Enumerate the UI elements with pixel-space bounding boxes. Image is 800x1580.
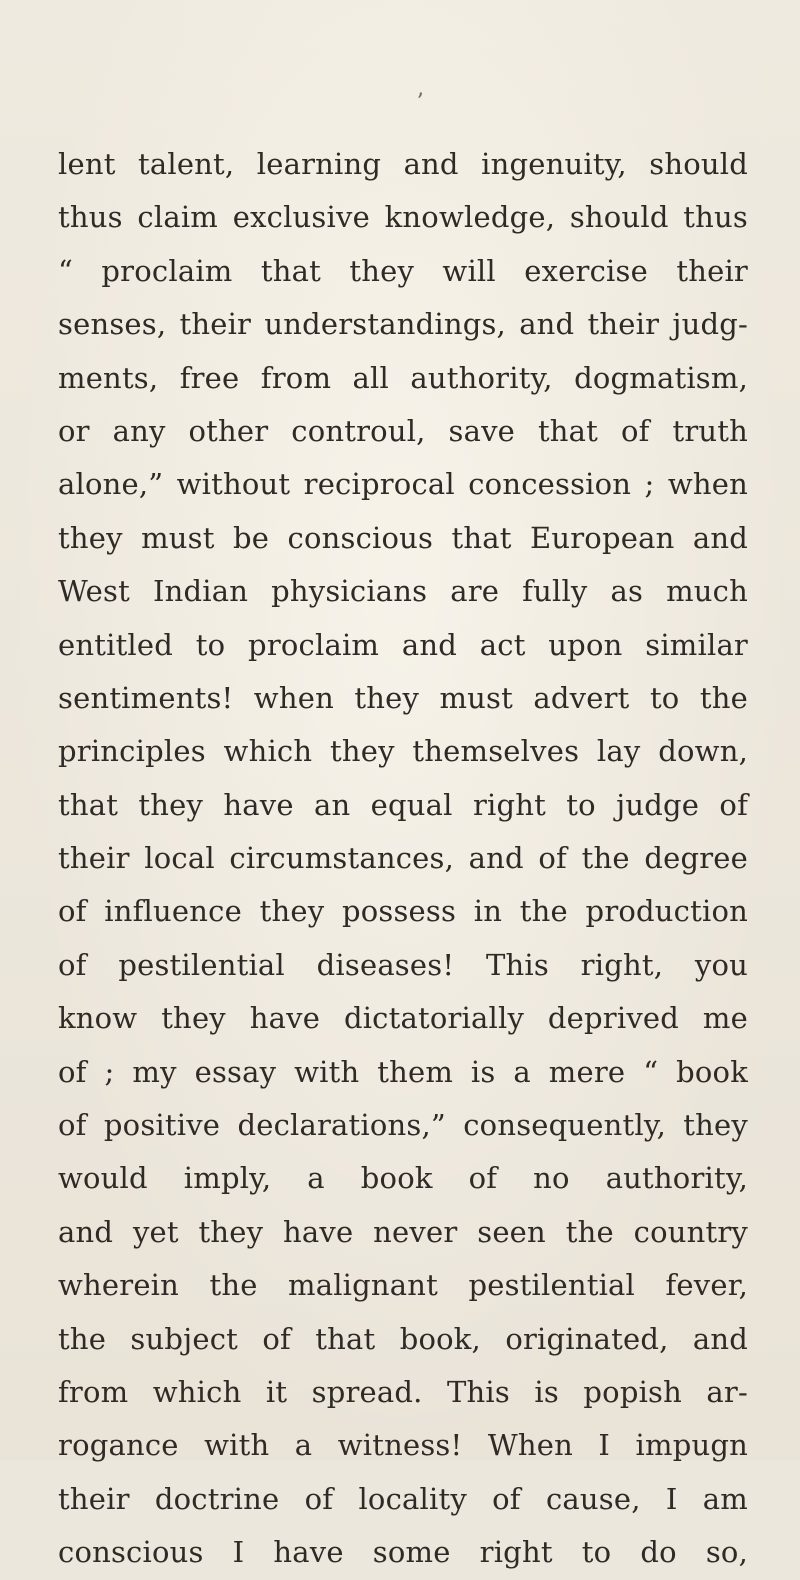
text-line: of pestilential diseases! This right, you — [58, 947, 748, 982]
text-line: conscious I have some right to do so, — [58, 1535, 748, 1570]
text-line: that they have an equal right to judge of — [58, 787, 748, 822]
text-line: they must be conscious that European and — [58, 520, 748, 555]
text-line: ments, free from all authority, dogmatism, — [58, 360, 748, 395]
text-line: West Indian physicians are fully as much — [58, 574, 748, 609]
text-line: senses, their understandings, and their judg- — [58, 307, 748, 342]
text-line: of ; my essay with them is a mere “ book — [58, 1054, 748, 1089]
text-line: rogance with a witness! When I impugn — [58, 1428, 748, 1463]
text-line: lent talent, learning and ingenuity, should — [58, 147, 748, 181]
text-line: principles which they themselves lay down, — [58, 734, 748, 769]
text-line: wherein the malignant pestilential fever, — [58, 1268, 748, 1303]
text-line: know they have dictatorially deprived me — [58, 1001, 748, 1036]
text-line: would imply, a book of no authority, — [58, 1161, 748, 1196]
text-line: entitled to proclaim and act upon similar — [58, 627, 748, 662]
body-text — [58, 138, 748, 1580]
text-line: and yet they have never seen the country — [58, 1214, 748, 1249]
text-line: alone,” without reciprocal concession ; when — [58, 467, 748, 502]
text-line: from which it spread. This is popish ar- — [58, 1374, 748, 1409]
text-line: “ proclaim that they will exercise their — [58, 253, 748, 288]
text-line: thus claim exclusive knowledge, should thus — [58, 200, 748, 235]
text-line: sentiments! when they must advert to the — [58, 680, 748, 715]
text-line: their doctrine of locality of cause, I am — [58, 1481, 748, 1516]
page-mark: ʼ — [416, 90, 423, 115]
text-line: of influence they possess in the production — [58, 894, 748, 929]
text-line: or any other controul, save that of truth — [58, 413, 748, 448]
text-line: their local circumstances, and of the degree — [58, 841, 748, 876]
text-line: the subject of that book, originated, and — [58, 1321, 748, 1356]
text-line: of positive declarations,” consequently, they — [58, 1108, 748, 1143]
